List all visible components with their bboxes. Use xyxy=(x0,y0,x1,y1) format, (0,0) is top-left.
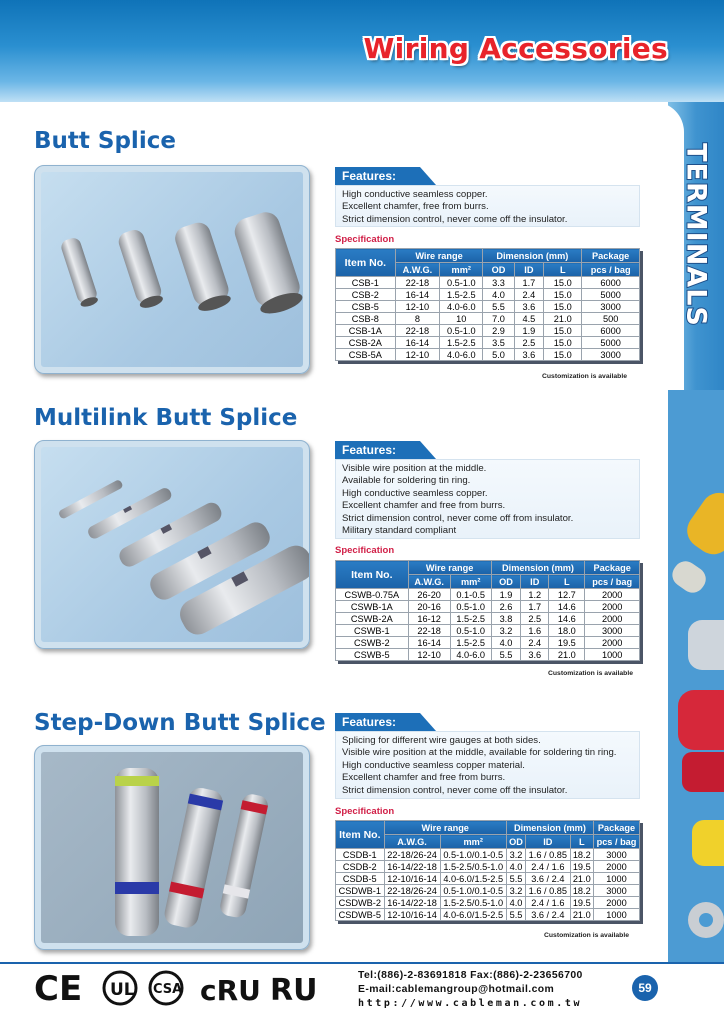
svg-text:CE: CE xyxy=(34,969,83,1008)
table-cell: CSDB-5 xyxy=(336,873,385,885)
certification-marks xyxy=(32,968,342,1008)
table-cell: 1.5-2.5 xyxy=(440,337,483,349)
column-header-pcs-per-bag: pcs / bag xyxy=(593,835,639,849)
table-cell: 4.0 xyxy=(506,897,525,909)
table-cell: 2.5 xyxy=(521,613,549,625)
specification-label: Specification xyxy=(335,806,395,817)
ce-mark-icon xyxy=(34,969,82,1008)
table-cell: 15.0 xyxy=(544,337,582,349)
table-cell: 12-10 xyxy=(408,649,450,661)
table-cell: 15.0 xyxy=(544,349,582,361)
table-row xyxy=(336,861,640,873)
table-cell: 4.0 xyxy=(483,289,514,301)
table-cell: 12-10 xyxy=(395,349,439,361)
cru-recognized-mark-icon xyxy=(200,974,261,1007)
table-cell: 3.3 xyxy=(483,277,514,289)
side-terminal-photos xyxy=(668,390,724,970)
table-row xyxy=(336,313,640,325)
table-row xyxy=(336,909,640,921)
table-cell: 3.6 xyxy=(521,649,549,661)
customization-note: Customization is available xyxy=(548,670,633,677)
table-cell: 2000 xyxy=(585,637,640,649)
table-cell: 1000 xyxy=(585,649,640,661)
table-row xyxy=(336,873,640,885)
table-cell: 15.0 xyxy=(544,301,582,313)
multilink-butt-splice-title: Multilink Butt Splice xyxy=(34,405,298,431)
table-cell: 0.5-1.0 xyxy=(450,601,491,613)
table-row xyxy=(336,849,640,861)
table-cell: 12-10/16-14 xyxy=(384,909,440,921)
table-row xyxy=(336,601,640,613)
customization-note: Customization is available xyxy=(544,932,629,939)
table-cell: 3.2 xyxy=(506,849,525,861)
table-cell: 3000 xyxy=(593,885,639,897)
feature-line: Strict dimension control, never come off the insulator. xyxy=(342,784,568,796)
table-cell: 15.0 xyxy=(544,325,582,337)
butt-splice-photo xyxy=(34,165,310,374)
table-cell: 3.6 / 2.4 xyxy=(526,909,570,921)
table-cell: 18.2 xyxy=(570,849,593,861)
table-cell: 5000 xyxy=(582,337,640,349)
feature-line: High conductive seamless copper material. xyxy=(342,759,525,771)
table-cell: 0.5-1.0 xyxy=(450,625,491,637)
butt-splice-title: Butt Splice xyxy=(34,128,176,154)
table-row xyxy=(336,589,640,601)
ru-recognized-mark-icon xyxy=(270,973,317,1008)
feature-line: Splicing for different wire gauges at both sides. xyxy=(342,735,541,746)
table-row xyxy=(336,649,640,661)
table-cell: 4.0-6.0 xyxy=(440,301,483,313)
table-cell: 16-14/22-18 xyxy=(384,861,440,873)
column-header-item-no: Item No. xyxy=(336,821,385,849)
table-cell: 18.2 xyxy=(570,885,593,897)
feature-line: Visible wire position at the middle, available for soldering tin ring. xyxy=(342,747,617,759)
customization-note: Customization is available xyxy=(542,373,627,380)
column-header-id: ID xyxy=(514,263,544,277)
tel-fax: Tel:(886)-2-83691818 Fax:(886)-2-23656700 xyxy=(358,970,583,981)
page-header-title: Wiring Accessories xyxy=(363,32,668,65)
table-cell: 6000 xyxy=(582,277,640,289)
table-cell: 3.6 / 2.4 xyxy=(526,873,570,885)
table-cell: 3.8 xyxy=(491,613,521,625)
table-cell: 1.7 xyxy=(521,601,549,613)
column-header-mm2: mm² xyxy=(440,835,506,849)
svg-text:UL: UL xyxy=(110,980,135,1000)
table-cell: 0.5-1.0 xyxy=(440,277,483,289)
column-header-length: L xyxy=(570,835,593,849)
table-cell: 22-18 xyxy=(395,325,439,337)
features-tab: Features: xyxy=(335,167,420,185)
table-cell: CSDWB-2 xyxy=(336,897,385,909)
table-cell: 1.5-2.5/0.5-1.0 xyxy=(440,861,506,873)
feature-line: Strict dimension control, never come off from insulator. xyxy=(342,512,574,524)
feature-line: High conductive seamless copper. xyxy=(342,189,488,200)
table-cell: 5.5 xyxy=(483,301,514,313)
table-cell: 1.9 xyxy=(514,325,544,337)
table-cell: 5000 xyxy=(582,289,640,301)
column-header-id: ID xyxy=(521,575,549,589)
feature-line: Available for soldering tin ring. xyxy=(342,475,471,487)
table-cell: 12-10 xyxy=(395,301,439,313)
column-header-item-no: Item No. xyxy=(336,249,396,277)
table-cell: CSB-1A xyxy=(336,325,396,337)
side-title xyxy=(676,130,716,340)
table-cell: 3.2 xyxy=(491,625,521,637)
ul-mark-icon xyxy=(104,972,136,1004)
table-cell: CSWB-2 xyxy=(336,637,409,649)
table-row xyxy=(336,337,640,349)
table-cell: 2.9 xyxy=(483,325,514,337)
table-cell: 7.0 xyxy=(483,313,514,325)
table-row xyxy=(336,289,640,301)
spec-table-step-down xyxy=(335,820,640,921)
table-cell: 1.5-2.5 xyxy=(450,613,491,625)
table-cell: 4.0 xyxy=(491,637,521,649)
features-tab: Features: xyxy=(335,713,420,731)
table-cell: 16-14 xyxy=(395,289,439,301)
column-header-length: L xyxy=(549,575,585,589)
features-tab: Features: xyxy=(335,441,420,459)
feature-line: Excellent chamfer and free from burrs. xyxy=(342,500,506,512)
column-header-od: OD xyxy=(506,835,525,849)
table-cell: 4.0-6.0 xyxy=(440,349,483,361)
table-cell: 1.7 xyxy=(514,277,544,289)
table-cell: 500 xyxy=(582,313,640,325)
table-cell: 5.0 xyxy=(483,349,514,361)
table-cell: 3.2 xyxy=(506,885,525,897)
table-cell: CSB-8 xyxy=(336,313,396,325)
feature-line: Military standard compliant xyxy=(342,525,457,537)
table-cell: 22-18 xyxy=(395,277,439,289)
svg-text:cRU: cRU xyxy=(200,974,261,1007)
column-header-mm2: mm² xyxy=(450,575,491,589)
table-cell: 3000 xyxy=(582,301,640,313)
table-cell: 16-14 xyxy=(408,637,450,649)
butt-splice-illustration xyxy=(35,166,309,373)
table-cell: 1.9 xyxy=(491,589,521,601)
table-cell: 18.0 xyxy=(549,625,585,637)
table-cell: 1000 xyxy=(593,873,639,885)
table-cell: CSDB-2 xyxy=(336,861,385,873)
table-row xyxy=(336,277,640,289)
table-cell: 15.0 xyxy=(544,289,582,301)
table-cell: 4.0-6.0/1.5-2.5 xyxy=(440,873,506,885)
features-box xyxy=(335,731,640,799)
table-cell: 5.5 xyxy=(506,873,525,885)
table-cell: 4.0-6.0/1.5-2.5 xyxy=(440,909,506,921)
table-cell: 0.5-1.0/0.1-0.5 xyxy=(440,849,506,861)
column-header-package: Package xyxy=(593,821,639,835)
column-header-package: Package xyxy=(585,561,640,575)
table-cell: 21.0 xyxy=(544,313,582,325)
table-cell: 3000 xyxy=(585,625,640,637)
table-cell: 16-14 xyxy=(395,337,439,349)
spec-table-butt-splice xyxy=(335,248,640,361)
table-cell: 22-18/26-24 xyxy=(384,849,440,861)
table-cell: 2000 xyxy=(585,601,640,613)
table-cell: 19.5 xyxy=(570,897,593,909)
feature-line: Visible wire position at the middle. xyxy=(342,463,487,474)
table-cell: 16-14/22-18 xyxy=(384,897,440,909)
multilink-illustration xyxy=(35,441,309,648)
column-header-id: ID xyxy=(526,835,570,849)
table-cell: 0.5-1.0/0.1-0.5 xyxy=(440,885,506,897)
side-title-text: TERMINALS xyxy=(680,143,712,327)
feature-line: Excellent chamfer and free from burrs. xyxy=(342,772,506,784)
table-cell: CSDWB-5 xyxy=(336,909,385,921)
column-header-wire-range: Wire range xyxy=(384,821,506,835)
column-header-pcs-per-bag: pcs / bag xyxy=(582,263,640,277)
column-header-od: OD xyxy=(491,575,521,589)
table-cell: CSDB-1 xyxy=(336,849,385,861)
column-header-package: Package xyxy=(582,249,640,263)
column-header-pcs-per-bag: pcs / bag xyxy=(585,575,640,589)
table-cell: 12-10/16-14 xyxy=(384,873,440,885)
table-cell: 2.6 xyxy=(491,601,521,613)
table-cell: 2000 xyxy=(585,613,640,625)
table-row xyxy=(336,625,640,637)
step-down-illustration xyxy=(35,746,309,949)
table-cell: 26-20 xyxy=(408,589,450,601)
specification-label: Specification xyxy=(335,234,395,245)
table-cell: CSB-5A xyxy=(336,349,396,361)
table-cell: CSWB-0.75A xyxy=(336,589,409,601)
table-cell: 1.6 xyxy=(521,625,549,637)
table-row xyxy=(336,301,640,313)
table-cell: 1.5-2.5 xyxy=(450,637,491,649)
table-cell: 4.5 xyxy=(514,313,544,325)
table-cell: 19.5 xyxy=(570,861,593,873)
table-cell: 1.5-2.5 xyxy=(440,289,483,301)
table-cell: 1.6 / 0.85 xyxy=(526,885,570,897)
table-row xyxy=(336,613,640,625)
table-cell: 2.4 / 1.6 xyxy=(526,897,570,909)
table-cell: 0.1-0.5 xyxy=(450,589,491,601)
step-down-butt-splice-photo xyxy=(34,745,310,950)
table-cell: 22-18 xyxy=(408,625,450,637)
website-link[interactable]: http://www.cableman.com.tw xyxy=(358,998,583,1009)
table-cell: 15.0 xyxy=(544,277,582,289)
spec-table-multilink xyxy=(335,560,640,661)
table-cell: 21.0 xyxy=(570,909,593,921)
column-header-wire-range: Wire range xyxy=(408,561,491,575)
table-cell: 5.5 xyxy=(506,909,525,921)
column-header-dimension: Dimension (mm) xyxy=(491,561,585,575)
table-cell: 3.6 xyxy=(514,349,544,361)
table-cell: 8 xyxy=(395,313,439,325)
multilink-butt-splice-photo xyxy=(34,440,310,649)
column-header-wire-range: Wire range xyxy=(395,249,483,263)
feature-line: Excellent chamfer, free from burrs. xyxy=(342,201,489,213)
column-header-awg: A.W.G. xyxy=(395,263,439,277)
table-cell: 6000 xyxy=(582,325,640,337)
table-cell: 22-18/26-24 xyxy=(384,885,440,897)
table-cell: 3.6 xyxy=(514,301,544,313)
table-cell: 2000 xyxy=(593,897,639,909)
table-cell: CSB-5 xyxy=(336,301,396,313)
table-cell: 2.4 xyxy=(521,637,549,649)
column-header-od: OD xyxy=(483,263,514,277)
table-cell: CSB-1 xyxy=(336,277,396,289)
column-header-dimension: Dimension (mm) xyxy=(506,821,593,835)
page-number: 59 xyxy=(632,975,658,1001)
table-row xyxy=(336,885,640,897)
specification-label: Specification xyxy=(335,545,395,556)
csa-mark-icon xyxy=(150,972,182,1004)
table-cell: CSWB-1 xyxy=(336,625,409,637)
feature-line: Strict dimension control, never come off the insulator. xyxy=(342,213,568,225)
email[interactable]: E-mail:cablemangroup@hotmail.com xyxy=(358,984,555,995)
table-cell: 3000 xyxy=(593,849,639,861)
features-box xyxy=(335,459,640,539)
column-header-dimension: Dimension (mm) xyxy=(483,249,582,263)
table-cell: 1000 xyxy=(593,909,639,921)
table-cell: 4.0-6.0 xyxy=(450,649,491,661)
table-cell: CSB-2 xyxy=(336,289,396,301)
column-header-awg: A.W.G. xyxy=(408,575,450,589)
table-cell: 2.5 xyxy=(514,337,544,349)
table-cell: 2000 xyxy=(593,861,639,873)
feature-line: High conductive seamless copper. xyxy=(342,487,488,499)
column-header-length: L xyxy=(544,263,582,277)
table-cell: CSWB-5 xyxy=(336,649,409,661)
table-cell: 3.5 xyxy=(483,337,514,349)
table-row xyxy=(336,325,640,337)
table-cell: 3000 xyxy=(582,349,640,361)
table-cell: 5.5 xyxy=(491,649,521,661)
table-row xyxy=(336,637,640,649)
table-cell: CSWB-2A xyxy=(336,613,409,625)
table-cell: 2.4 / 1.6 xyxy=(526,861,570,873)
table-cell: 21.0 xyxy=(570,873,593,885)
table-cell: 0.5-1.0 xyxy=(440,325,483,337)
table-cell: 16-12 xyxy=(408,613,450,625)
column-header-awg: A.W.G. xyxy=(384,835,440,849)
table-cell: 21.0 xyxy=(549,649,585,661)
table-cell: 1.2 xyxy=(521,589,549,601)
table-cell: 19.5 xyxy=(549,637,585,649)
table-cell: 1.6 / 0.85 xyxy=(526,849,570,861)
svg-text:RU: RU xyxy=(270,973,318,1008)
table-row xyxy=(336,349,640,361)
column-header-mm2: mm² xyxy=(440,263,483,277)
table-cell: CSDWB-1 xyxy=(336,885,385,897)
svg-text:CSA: CSA xyxy=(153,982,183,997)
column-header-item-no: Item No. xyxy=(336,561,409,589)
table-row xyxy=(336,897,640,909)
table-cell: 14.6 xyxy=(549,613,585,625)
table-cell: CSB-2A xyxy=(336,337,396,349)
table-cell: 2.4 xyxy=(514,289,544,301)
table-cell: CSWB-1A xyxy=(336,601,409,613)
table-cell: 2000 xyxy=(585,589,640,601)
step-down-butt-splice-title: Step-Down Butt Splice xyxy=(34,710,326,736)
table-cell: 20-16 xyxy=(408,601,450,613)
table-cell: 14.6 xyxy=(549,601,585,613)
table-cell: 4.0 xyxy=(506,861,525,873)
table-cell: 1.5-2.5/0.5-1.0 xyxy=(440,897,506,909)
table-cell: 12.7 xyxy=(549,589,585,601)
table-cell: 10 xyxy=(440,313,483,325)
features-box xyxy=(335,185,640,227)
